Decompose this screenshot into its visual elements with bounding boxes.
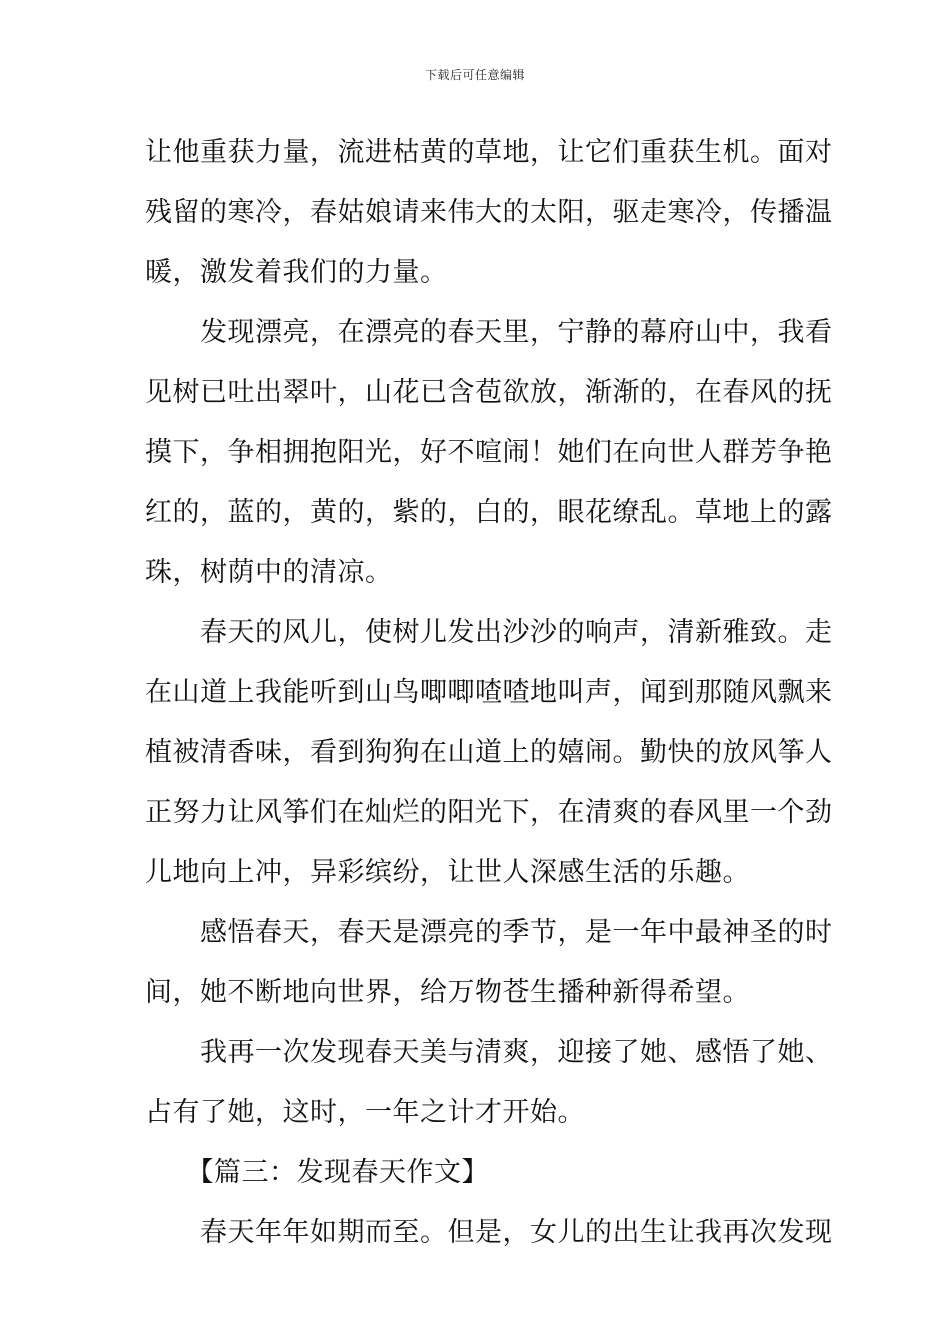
text-line: 我再一次发现春天美与清爽，迎接了她、感悟了她、 <box>145 1037 833 1068</box>
text-line: 儿地向上冲，异彩缤纷，让世人深感生活的乐趣。 <box>145 857 750 888</box>
header-note: 下载后可任意编辑 <box>424 68 525 82</box>
text-line: 感悟春天，春天是漂亮的季节，是一年中最神圣的时 <box>145 917 833 948</box>
text-line: 见树已吐出翠叶，山花已含苞欲放，渐渐的，在春风的抚 <box>145 377 833 408</box>
text-line: 暖，激发着我们的力量。 <box>145 257 448 288</box>
text-line: 在山道上我能听到山鸟唧唧喳喳地叫声，闻到那随风飘来 <box>145 677 833 708</box>
document-body <box>145 130 833 1270</box>
text-line: 占有了她，这时，一年之计才开始。 <box>145 1097 585 1128</box>
text-line: 珠，树荫中的清凉。 <box>145 557 393 588</box>
text-line: 间，她不断地向世界，给万物苍生播种新得希望。 <box>145 977 750 1008</box>
text-line: 红的，蓝的，黄的，紫的，白的，眼花缭乱。草地上的露 <box>145 497 833 528</box>
text-line: 春天的风儿，使树儿发出沙沙的响声，清新雅致。走 <box>145 617 833 648</box>
text-line: 发现漂亮，在漂亮的春天里，宁静的幕府山中，我看 <box>145 317 833 348</box>
text-line: 春天年年如期而至。但是，女儿的出生让我再次发现 <box>145 1217 833 1248</box>
text-line: 摸下，争相拥抱阳光，好不喧闹！她们在向世人群芳争艳 <box>145 437 833 468</box>
paragraph <box>145 130 833 310</box>
paragraph <box>145 1210 833 1270</box>
paragraph <box>145 910 833 1030</box>
section-heading <box>145 1150 810 1210</box>
paragraph <box>145 610 833 910</box>
text-line: 【篇三：发现春天作文】 <box>145 1157 489 1188</box>
text-line: 正努力让风筝们在灿烂的阳光下，在清爽的春风里一个劲 <box>145 797 833 828</box>
text-line: 植被清香味，看到狗狗在山道上的嬉闹。勤快的放风筝人 <box>145 737 833 768</box>
paragraph <box>145 310 833 610</box>
paragraph <box>145 1030 833 1150</box>
text-line: 残留的寒冷，春姑娘请来伟大的太阳，驱走寒冷，传播温 <box>145 197 833 228</box>
text-line: 让他重获力量，流进枯黄的草地，让它们重获生机。面对 <box>145 137 833 168</box>
